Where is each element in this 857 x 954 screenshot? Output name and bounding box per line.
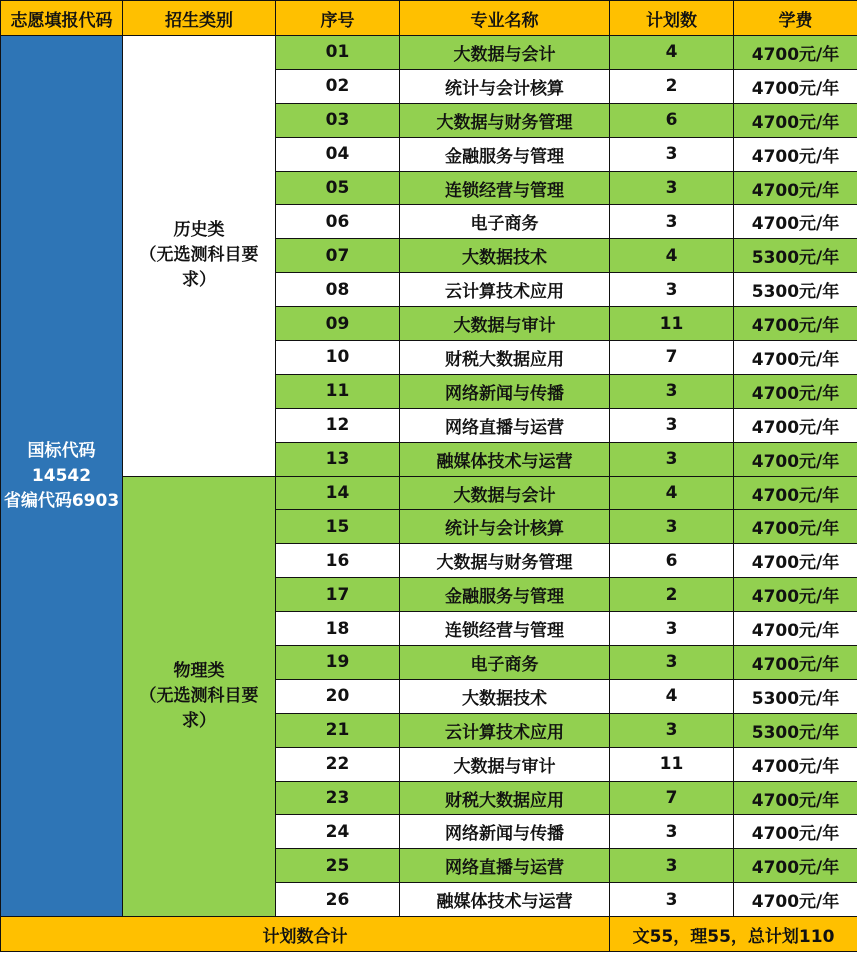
plan-cell: 3 xyxy=(610,137,734,171)
plan-cell: 7 xyxy=(610,781,734,815)
plan-cell: 3 xyxy=(610,408,734,442)
fee-cell: 4700元/年 xyxy=(734,374,857,408)
category-physics-cell xyxy=(123,476,276,917)
seq-cell: 15 xyxy=(276,510,400,544)
code-line-national: 国标代码 xyxy=(27,440,96,461)
seq-cell: 23 xyxy=(276,781,400,815)
major-cell: 网络直播与运营 xyxy=(400,408,610,442)
major-cell: 融媒体技术与运营 xyxy=(400,883,610,917)
plan-cell: 3 xyxy=(610,883,734,917)
fee-cell: 4700元/年 xyxy=(734,205,857,239)
seq-cell: 19 xyxy=(276,646,400,680)
code-line-number: 14542 xyxy=(31,465,92,486)
fee-cell: 4700元/年 xyxy=(734,69,857,103)
total-label: 计划数合计 xyxy=(1,917,610,952)
header-major: 专业名称 xyxy=(400,1,610,36)
plan-cell: 2 xyxy=(610,578,734,612)
table-body xyxy=(1,36,857,917)
fee-cell: 4700元/年 xyxy=(734,815,857,849)
plan-cell: 3 xyxy=(610,205,734,239)
plan-cell: 3 xyxy=(610,510,734,544)
plan-cell: 2 xyxy=(610,69,734,103)
table-row xyxy=(1,36,857,70)
plan-cell: 11 xyxy=(610,307,734,341)
seq-cell: 11 xyxy=(276,374,400,408)
seq-cell: 10 xyxy=(276,341,400,375)
category-physics-title: 物理类 xyxy=(173,660,225,681)
seq-cell: 13 xyxy=(276,442,400,476)
fee-cell: 4700元/年 xyxy=(734,612,857,646)
header-category: 招生类别 xyxy=(123,1,276,36)
plan-cell: 3 xyxy=(610,273,734,307)
major-cell: 财税大数据应用 xyxy=(400,341,610,375)
seq-cell: 12 xyxy=(276,408,400,442)
major-cell: 大数据技术 xyxy=(400,679,610,713)
seq-cell: 08 xyxy=(276,273,400,307)
total-summary: 文55，理55，总计划110 xyxy=(610,917,857,952)
seq-cell: 24 xyxy=(276,815,400,849)
seq-cell: 21 xyxy=(276,713,400,747)
major-cell: 金融服务与管理 xyxy=(400,578,610,612)
category-physics-note: （无选测科目要求） xyxy=(139,685,259,731)
major-cell: 统计与会计核算 xyxy=(400,510,610,544)
plan-cell: 6 xyxy=(610,544,734,578)
fee-cell: 5300元/年 xyxy=(734,239,857,273)
plan-cell: 3 xyxy=(610,442,734,476)
major-cell: 大数据与财务管理 xyxy=(400,103,610,137)
major-cell: 大数据与会计 xyxy=(400,476,610,510)
plan-cell: 4 xyxy=(610,239,734,273)
major-cell: 连锁经营与管理 xyxy=(400,171,610,205)
major-cell: 财税大数据应用 xyxy=(400,781,610,815)
plan-cell: 11 xyxy=(610,747,734,781)
fee-cell: 4700元/年 xyxy=(734,476,857,510)
fee-cell: 4700元/年 xyxy=(734,578,857,612)
plan-cell: 3 xyxy=(610,171,734,205)
category-history-cell xyxy=(123,36,276,477)
major-cell: 金融服务与管理 xyxy=(400,137,610,171)
seq-cell: 06 xyxy=(276,205,400,239)
table-row xyxy=(1,476,857,510)
major-cell: 大数据与审计 xyxy=(400,747,610,781)
major-cell: 融媒体技术与运营 xyxy=(400,442,610,476)
header-seq: 序号 xyxy=(276,1,400,36)
seq-cell: 22 xyxy=(276,747,400,781)
plan-cell: 3 xyxy=(610,713,734,747)
major-cell: 电子商务 xyxy=(400,646,610,680)
seq-cell: 01 xyxy=(276,36,400,70)
fee-cell: 4700元/年 xyxy=(734,171,857,205)
fee-cell: 4700元/年 xyxy=(734,341,857,375)
fee-cell: 4700元/年 xyxy=(734,781,857,815)
seq-cell: 17 xyxy=(276,578,400,612)
fee-cell: 4700元/年 xyxy=(734,544,857,578)
code-line-provincial: 省编代码6903 xyxy=(3,490,120,511)
fee-cell: 4700元/年 xyxy=(734,36,857,70)
seq-cell: 02 xyxy=(276,69,400,103)
plan-cell: 7 xyxy=(610,341,734,375)
fee-cell: 4700元/年 xyxy=(734,307,857,341)
plan-cell: 6 xyxy=(610,103,734,137)
fee-cell: 4700元/年 xyxy=(734,408,857,442)
fee-cell: 4700元/年 xyxy=(734,103,857,137)
major-cell: 网络新闻与传播 xyxy=(400,374,610,408)
fee-cell: 4700元/年 xyxy=(734,646,857,680)
category-history-title: 历史类 xyxy=(173,220,225,241)
fee-cell: 4700元/年 xyxy=(734,747,857,781)
seq-cell: 26 xyxy=(276,883,400,917)
header-fee: 学费 xyxy=(734,1,857,36)
seq-cell: 16 xyxy=(276,544,400,578)
major-cell: 统计与会计核算 xyxy=(400,69,610,103)
header-code: 志愿填报代码 xyxy=(1,1,123,36)
major-cell: 连锁经营与管理 xyxy=(400,612,610,646)
fee-cell: 4700元/年 xyxy=(734,442,857,476)
major-cell: 大数据与会计 xyxy=(400,36,610,70)
major-cell: 电子商务 xyxy=(400,205,610,239)
fee-cell: 4700元/年 xyxy=(734,137,857,171)
seq-cell: 25 xyxy=(276,849,400,883)
major-cell: 网络直播与运营 xyxy=(400,849,610,883)
seq-cell: 14 xyxy=(276,476,400,510)
seq-cell: 05 xyxy=(276,171,400,205)
fee-cell: 5300元/年 xyxy=(734,679,857,713)
seq-cell: 09 xyxy=(276,307,400,341)
major-cell: 云计算技术应用 xyxy=(400,273,610,307)
major-cell: 云计算技术应用 xyxy=(400,713,610,747)
plan-cell: 3 xyxy=(610,374,734,408)
fee-cell: 5300元/年 xyxy=(734,273,857,307)
major-cell: 大数据技术 xyxy=(400,239,610,273)
seq-cell: 07 xyxy=(276,239,400,273)
institution-code-cell xyxy=(1,36,123,917)
seq-cell: 18 xyxy=(276,612,400,646)
plan-cell: 3 xyxy=(610,646,734,680)
fee-cell: 5300元/年 xyxy=(734,713,857,747)
major-cell: 网络新闻与传播 xyxy=(400,815,610,849)
seq-cell: 04 xyxy=(276,137,400,171)
plan-cell: 4 xyxy=(610,476,734,510)
plan-cell: 4 xyxy=(610,36,734,70)
plan-cell: 3 xyxy=(610,815,734,849)
major-cell: 大数据与财务管理 xyxy=(400,544,610,578)
plan-cell: 3 xyxy=(610,849,734,883)
plan-cell: 4 xyxy=(610,679,734,713)
total-row xyxy=(1,917,857,952)
seq-cell: 03 xyxy=(276,103,400,137)
category-history-note: （无选测科目要求） xyxy=(139,245,259,291)
major-cell: 大数据与审计 xyxy=(400,307,610,341)
header-plan: 计划数 xyxy=(610,1,734,36)
seq-cell: 20 xyxy=(276,679,400,713)
fee-cell: 4700元/年 xyxy=(734,883,857,917)
fee-cell: 4700元/年 xyxy=(734,849,857,883)
fee-cell: 4700元/年 xyxy=(734,510,857,544)
plan-cell: 3 xyxy=(610,612,734,646)
header-row xyxy=(1,1,857,36)
